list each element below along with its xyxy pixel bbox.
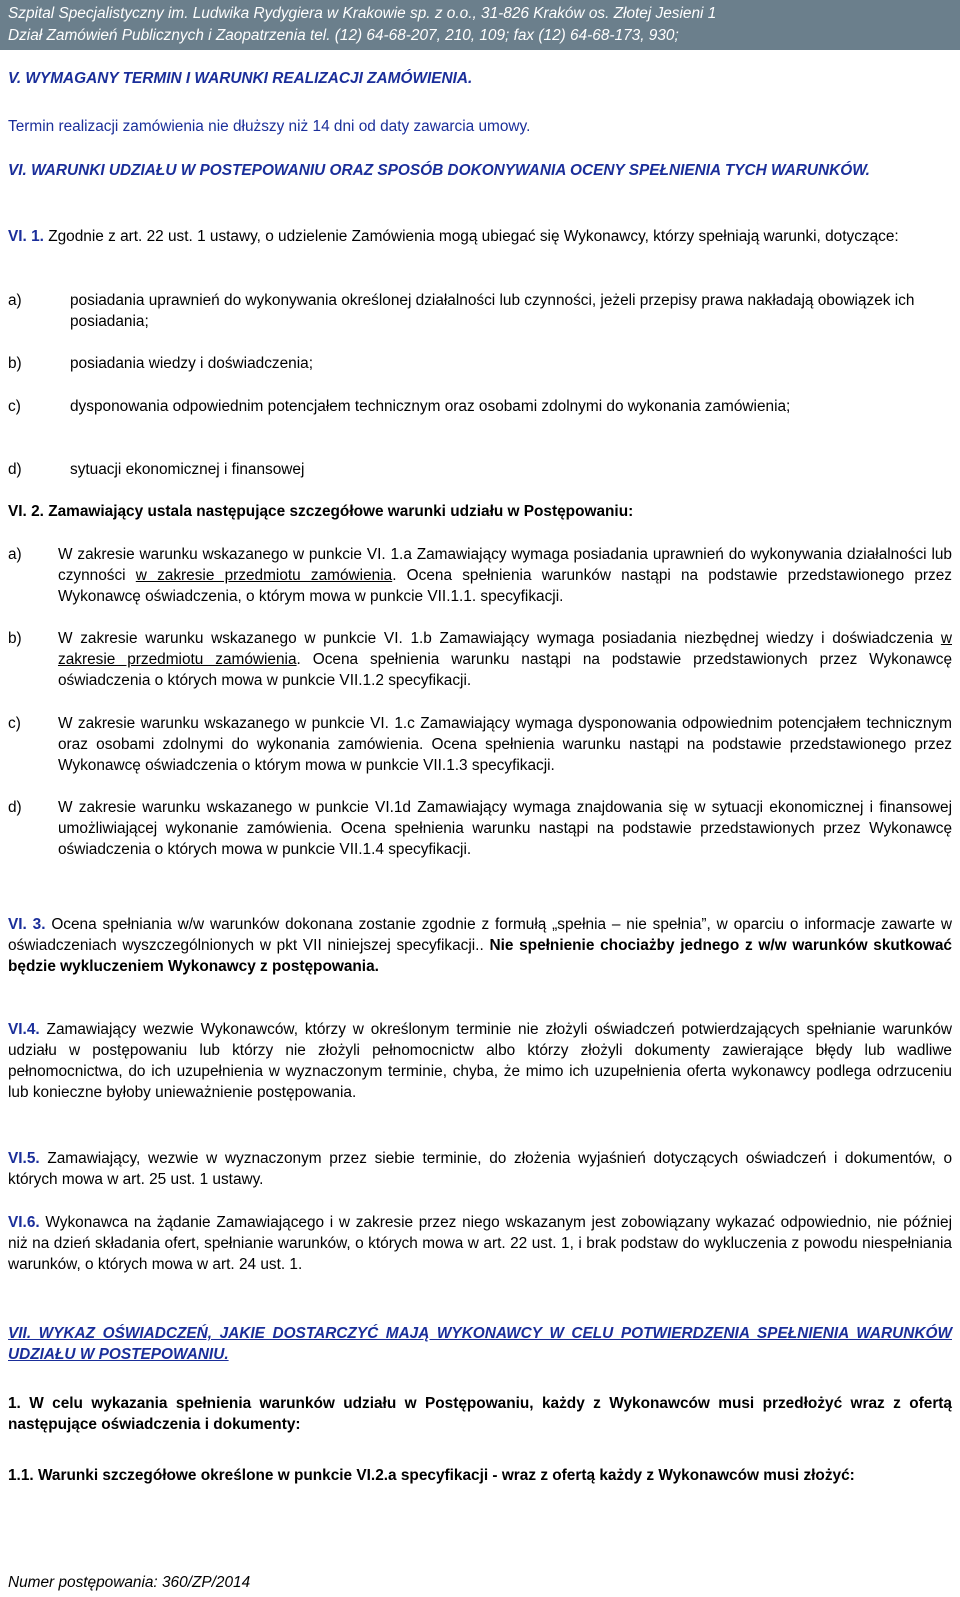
section-6-6-number: VI.6.	[8, 1214, 40, 1231]
list1-item-a-label: a)	[8, 292, 22, 309]
document-header	[0, 0, 960, 50]
section-6-3-number: VI. 3.	[8, 916, 46, 933]
list1-item-b-label: b)	[8, 355, 22, 372]
list2-item-a	[8, 544, 952, 607]
list2-item-c-text: W zakresie warunku wskazanego w punkcie VI. 1.c Zamawiający wymaga dysponowania odpowiednim potencjałem technicznym oraz osobami zdolnymi do wykonania zamówienia. Ocena spełnienia warunku nastąpi na podstawie przedstawionego przez Wykonawcę oświadczenia o którym mowa w punkcie VII.1.3 specyfikacji.	[58, 715, 952, 774]
section-6-1-number: VI. 1.	[8, 228, 44, 245]
section-6-6-paragraph	[8, 1212, 952, 1275]
section-6-5-number: VI.5.	[8, 1150, 40, 1167]
section-6-4-number: VI.4.	[8, 1021, 40, 1038]
section-6-5-paragraph	[8, 1148, 952, 1190]
header-line-2: Dział Zamówień Publicznych i Zaopatrzenia tel. (12) 64-68-207, 210, 109; fax (12) 64-68-173, 930;	[8, 27, 679, 44]
section-7-1-1-paragraph: 1.1. Warunki szczegółowe określone w punkcie VI.2.a specyfikacji - wraz z ofertą każdy z Wykonawców musi złożyć:	[8, 1467, 855, 1484]
list1-item-a-text: posiadania uprawnień do wykonywania określonej działalności lub czynności, jeżeli przepisy prawa nakładają obowiązek ich posiadania;	[70, 292, 915, 330]
section-6-title: VI. WARUNKI UDZIAŁU W POSTEPOWANIU ORAZ SPOSÓB DOKONYWANIA OCENY SPEŁNIENIA TYCH WARUNKÓW.	[8, 162, 870, 179]
list2-item-a-pre: W zakresie warunku wskazanego w punkcie VI. 1.a Zamawiający wymaga posiadania uprawnień do wykonywania działalności lub czynności	[58, 546, 952, 584]
list2-item-b-text	[58, 628, 952, 691]
section-6-4-paragraph	[8, 1019, 952, 1103]
list2-item-c-label: c)	[8, 715, 21, 732]
list2-item-c	[8, 713, 952, 776]
list2-item-a-label: a)	[8, 546, 22, 563]
section-6-2-title: VI. 2. Zamawiający ustala następujące szczegółowe warunki udziału w Postępowaniu:	[8, 503, 634, 520]
section-6-6-text: Wykonawca na żądanie Zamawiającego i w zakresie przez niego wskazanym jest zobowiązany wykazać odpowiednio, nie później niż na dzień składania ofert, spełnianie warunków, o których mowa w art. 22 ust. 1, i brak podstaw do wykluczenia z powodu niespełniania warunków, o których mowa w art. 24 ust. 1.	[8, 1214, 952, 1273]
list2-item-a-text	[58, 544, 952, 607]
list2-item-a-post: . Ocena spełnienia warunków nastąpi na podstawie przedstawionego przez Wykonawcę oświadczenia, o którym mowa w punkcie VII.1.1. specyfikacji.	[58, 567, 952, 605]
list2-item-b	[8, 628, 952, 691]
footer-case-number: Numer postępowania: 360/ZP/2014	[8, 1574, 251, 1591]
list2-item-b-pre: W zakresie warunku wskazanego w punkcie VI. 1.b Zamawiający wymaga posiadania niezbędnej wiedzy i doświadczenia	[58, 630, 941, 647]
section-6-4-text: Zamawiający wezwie Wykonawców, którzy w określonym terminie nie złożyli oświadczeń potwierdzających spełnianie warunków udziału w postępowaniu lub którzy nie złożyli pełnomocnictw albo którzy złożyli dokumenty zawierające błędy lub wadliwe pełnomocnictwa, do ich uzupełnienia w wyznaczonym terminie, chyba, że mimo ich uzupełnienia oferta wykonawcy podlega odrzuceniu lub konieczne byłoby unieważnienie postępowania.	[8, 1021, 952, 1101]
list2-item-d-text: W zakresie warunku wskazanego w punkcie VI.1d Zamawiający wymaga znajdowania się w sytuacji ekonomicznej i finansowej umożliwiającej wykonanie zamówienia. Ocena spełnienia warunku nastąpi na podstawie przedstawionych przez Wykonawcę oświadczenia o których mowa w punkcie VII.1.4 specyfikacji.	[58, 799, 952, 858]
list1-item-d-label: d)	[8, 461, 22, 478]
list1-item-a	[8, 290, 952, 332]
list1-item-b	[8, 353, 952, 374]
section-7-1-paragraph: 1. W celu wykazania spełnienia warunków udziału w Postępowaniu, każdy z Wykonawców musi przedłożyć wraz z ofertą następujące oświadczenia i dokumenty:	[8, 1395, 952, 1433]
list2-item-d	[8, 797, 952, 860]
section-6-3-paragraph	[8, 914, 952, 977]
list2-item-a-underlined: w zakresie przedmiotu zamówienia	[135, 567, 393, 584]
section-6-1-paragraph	[8, 226, 952, 247]
list1-item-b-text: posiadania wiedzy i doświadczenia;	[70, 355, 313, 372]
list2-item-b-label: b)	[8, 630, 22, 647]
list1-item-c-label: c)	[8, 398, 21, 415]
header-line-1: Szpital Specjalistyczny im. Ludwika Rydygiera w Krakowie sp. z o.o., 31-826 Kraków os. Złotej Jesieni 1	[8, 5, 717, 22]
section-5-title: V. WYMAGANY TERMIN I WARUNKI REALIZACJI ZAMÓWIENIA.	[8, 70, 473, 87]
list1-item-d	[8, 459, 952, 480]
section-7-title: VII. WYKAZ OŚWIADCZEŃ, JAKIE DOSTARCZYĆ MAJĄ WYKONAWCY W CELU POTWIERDZENIA SPEŁNIENIA WARUNKÓW UDZIAŁU W POSTEPOWANIU.	[8, 1325, 952, 1363]
list1-item-c-text: dysponowania odpowiednim potencjałem technicznym oraz osobami zdolnymi do wykonania zamówienia;	[70, 398, 791, 415]
list1-item-c	[8, 396, 952, 417]
list1-item-d-text: sytuacji ekonomicznej i finansowej	[70, 461, 305, 478]
section-6-5-text: Zamawiający, wezwie w wyznaczonym przez siebie terminie, do złożenia wyjaśnień dotyczących oświadczeń i dokumentów, o których mowa w art. 25 ust. 1 ustawy.	[8, 1150, 952, 1188]
list2-item-b-post: . Ocena spełnienia warunku nastąpi na podstawie przedstawionych przez Wykonawcę oświadczenia o których mowa w punkcie VII.1.2 specyfikacji.	[58, 651, 952, 689]
list2-item-d-label: d)	[8, 799, 22, 816]
section-6-1-text: Zgodnie z art. 22 ust. 1 ustawy, o udzielenie Zamówienia mogą ubiegać się Wykonawcy, którzy spełniają warunki, dotyczące:	[43, 228, 899, 245]
section-5-text: Termin realizacji zamówienia nie dłuższy niż 14 dni od daty zawarcia umowy.	[8, 118, 531, 135]
section-6-3-bold: Nie spełnienie chociażby jednego z w/w warunków skutkować będzie wykluczeniem Wykonawcy z postępowania.	[8, 937, 952, 975]
list2-item-b-underlined: w zakresie przedmiotu zamówienia	[58, 630, 952, 668]
section-6-3-text: Ocena spełniania w/w warunków dokonana zostanie zgodnie z formułą „spełnia – nie spełnia”, w oparciu o informacje zawarte w oświadczeniach wyszczególnionych w pkt VII niniejszej specyfikacji..	[8, 916, 952, 954]
